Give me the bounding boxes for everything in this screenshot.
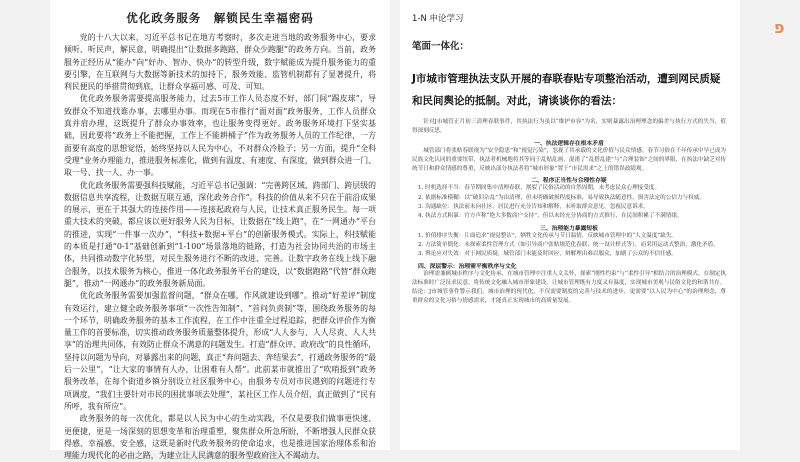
section-body-1 <box>412 147 726 175</box>
section-2-item-3: 3. 沟通缺位：执法前未向社区、居民进行充分告知和解释，未听取群众意见，忽视民意诉求。 <box>418 204 649 211</box>
section-body-1-text: 城管部门将张贴春联视为“安全隐患”和“视觉污染”，忽视了其承载的文化价值与民众情感。春节习俗在千年传承中早已成为民族文化认同的重要纽带，执法者机械地将其等同于乱贴乱画，混淆了“乱搭乱建”与“合理装饰”之间的界限，在执法中缺乏对传统节日和群众情感的尊重，反映出部分执法者将“城市形象”置于“市民需求”之上的错误政绩观。 <box>412 147 726 173</box>
article-paragraph-1: 党的十八大以来，习近平总书记在地方考察时，多次走进当地的政务服务中心，要求倾听、听民声，解民意，明确提出“让数据多跑路，群众少跑腿”的政务方向。当前，政务服务正经历从“能办”向“好办、智办、快办”的转型升级，数字赋能成为提升服务能力的重要引擎，在互联网与大数据等新技术的加持下，服务效能、监管机制都有了显著提升，将利民便民的举措贯彻到底，让群众享福可感、可及、可知。 <box>64 33 376 92</box>
left-document-page <box>50 0 390 461</box>
section-3-item-3: 3. 舆论应对失效：对于网民质疑，城管部门未能及时回应，辩解理由难以服众，加剧了公众的不信任感。 <box>418 251 677 258</box>
section-title-2: 二、程序正当性与合理性存疑 <box>531 178 607 185</box>
conclusion: 结论：J市城管事件警示我们，城市治理的现代化，不仅需要制度的完善与技术的进步，更需要“以人民为中心”的治理理念，尊重群众的文化习俗与情感需求，才能真正实现城市的高质量发展。 <box>412 289 726 305</box>
section-3-item-1: 1. 价值排序失衡：片面追求“视觉整洁”，牺牲文化传承与节日温情，反映城市管理中的“人文温度”缺失。 <box>418 232 678 239</box>
section-title-4: 四、深层警示：治理需平衡秩序与文化 <box>418 263 517 270</box>
section-title-1: 一、执法逻辑存在根本矛盾 <box>534 140 604 147</box>
logo-glyph-icon: פ <box>774 18 785 37</box>
section-3-item-2: 2. 方法简单僵化：未探索柔性管理方式（如引导商户张贴规范化春联、统一设计样式等），而采用运动式整治，激化矛盾。 <box>418 241 719 248</box>
answer-intro <box>412 118 726 137</box>
section-body-4 <box>412 270 726 289</box>
section-body-4-text: 治理需兼顾城市秩序与文化传承，在城市管理中注重人文关怀，探索“刚性约束”与“柔性引导”相结合的治理模式，在制定执法标准时广泛征求民意，将传统文化融入城市形象建设，让城市管理既有力度又有温度，实现城市美观与民俗文化的和谐共存。 <box>412 270 726 286</box>
article-title: 优化政务服务 解锁民生幸福密码 <box>126 11 314 25</box>
essay-question: J市城市管理执法支队开展的春联春贴专项整治活动，遭到网民质疑和民间舆论的抵制。对此，请谈谈你的看法： <box>412 73 721 107</box>
article-paragraph-4: 优化政务服务需要加强监督问题，“群众在哪，作风就建设到哪”。推动“好差评”制度有效运行，建立健全政务服务事项“一次性告知制”、“首问负责制”等，围绕政务服务的每一个环节，明确政务服务的基本工作流程，在工作中注重全过程追踪，把群众评价作为衡量工作的首要标准，切实推动政务服务质量整体提升，形成“人人参与、人人尽责、人人共享”的治理共同体，有效防止群众不满意的问题发生。打造“群众评、政府改”的良性循环，坚持以问题为导向，对暴露出来的问题，真正“奔问题去、奔结果去”，打通政务服务的“最后一公里”，“让大家的事情有人办，让困难有人帮”。此前某市就推出了“吹哨报到”政务服务改革，在每个街道乡镇分别设立社区服务中心，由服务专员对市民遇到的问题进行专项调度，“我们主要针对市民的困扰事项去处理”，某社区工作人员介绍，真正做到了“民有所呼，我有所应”。 <box>64 291 376 411</box>
section-subtitle: 笔面一体化： <box>412 41 470 52</box>
page-header: 1-N 申论学习 <box>412 14 464 24</box>
section-2-item-1: 1. 时机选择不当：春节期间集中清理春联，割裂了民俗活动的自然周期，未考虑民众心理接受度。 <box>418 185 661 192</box>
article-paragraph-2: 优化政务服务需要提高服务能力，过去5市工作人员态度不好，部门间“踢皮球”，导致群众不知道找谁办事，去哪里办事。而现在5市推行“面对面”政务服务，工作人员群众真并肩办理，这既提升了群众办事效率，也让服务变得更好。政务服务环境打下坚实基础，因此要将“政务上不能把握，工作上不能耕桶子”作为政务服务人员的工作纪律，一方面要有高度的思想觉悟，始终坚持以人民为中心，不对群众冷脸子；另一方面，提升“全科受理”业务办理能力，推进服务标准化，做到有温度、有速度、有深度，做到群众进一门、取一号、找一人、办一事。 <box>64 94 376 178</box>
section-title-3: 三、治理能力暴露短板 <box>540 225 598 232</box>
article-paragraph-5: 政务服务的每一次优化，都是以人民为中心的生动实践，不仅是要我们做事更快速、更便捷，更是一场深刻的思想变革和治理重塑，聚焦群众所急所盼，不断增强人民群众获得感、幸福感、安全感，这既是新时代政务服务的使命追求，也是推进国家治理体系和治理能力现代化的必由之路，为建立让人民满意的服务型政府注入不竭动力。 <box>64 414 376 461</box>
right-document-page <box>400 0 740 450</box>
section-2-item-2: 2. 依据标准模糊：以“破旧杂乱”为由清理，但未明确破损程度标准，易导致执法随意性，损害法定的公信力与权威。 <box>418 194 705 201</box>
article-paragraph-3: 优化政务服务需要强科技赋能，习近平总书记强调：“完善跨区域、跨部门、跨层级的数据信息共享流程，让数据互联互通，深化政务合作”。科技的价值从来不只在于前沿成果的展示，更在于其强大的连接作用——连接起政府与人民，让技术真正服务民生。每一项重大技术的突破，都应该以更好服务人民为目标，让数据在“线上跑”，在“一网通办”平台的推进，实现“一件事一次办”，“科技+数据+平台”的创新服务模式。实际上，科技赋能的本质是打通“0-1”基础创新到“1-100”场景落地的链路，打造为社会协同共治的市场主体，共同推动数字化转型，对民生服务进行不断的改进、完善。让数字政务在线上线下融合服务，以技术服务为核心，推进一体化政务服务平台的建设，以“数据跑路”代替“群众跑腿”，推动“一网通办”的政务服务新局面。 <box>64 180 376 288</box>
section-2-item-4: 4. 执法方式粗暴：官方声称“绝大多数商户支持”，但以未经充分协商的方式推行，在民间积累了不满情绪。 <box>418 213 683 220</box>
edge-logo-fragment <box>760 18 800 38</box>
answer-intro-text: 针对J市城管正月初三清理春联事件，其执法行为虽以“维护市容”为名，实则暴露出治理理念的偏差与执行方式的失当，值得深刻反思。 <box>412 119 726 135</box>
